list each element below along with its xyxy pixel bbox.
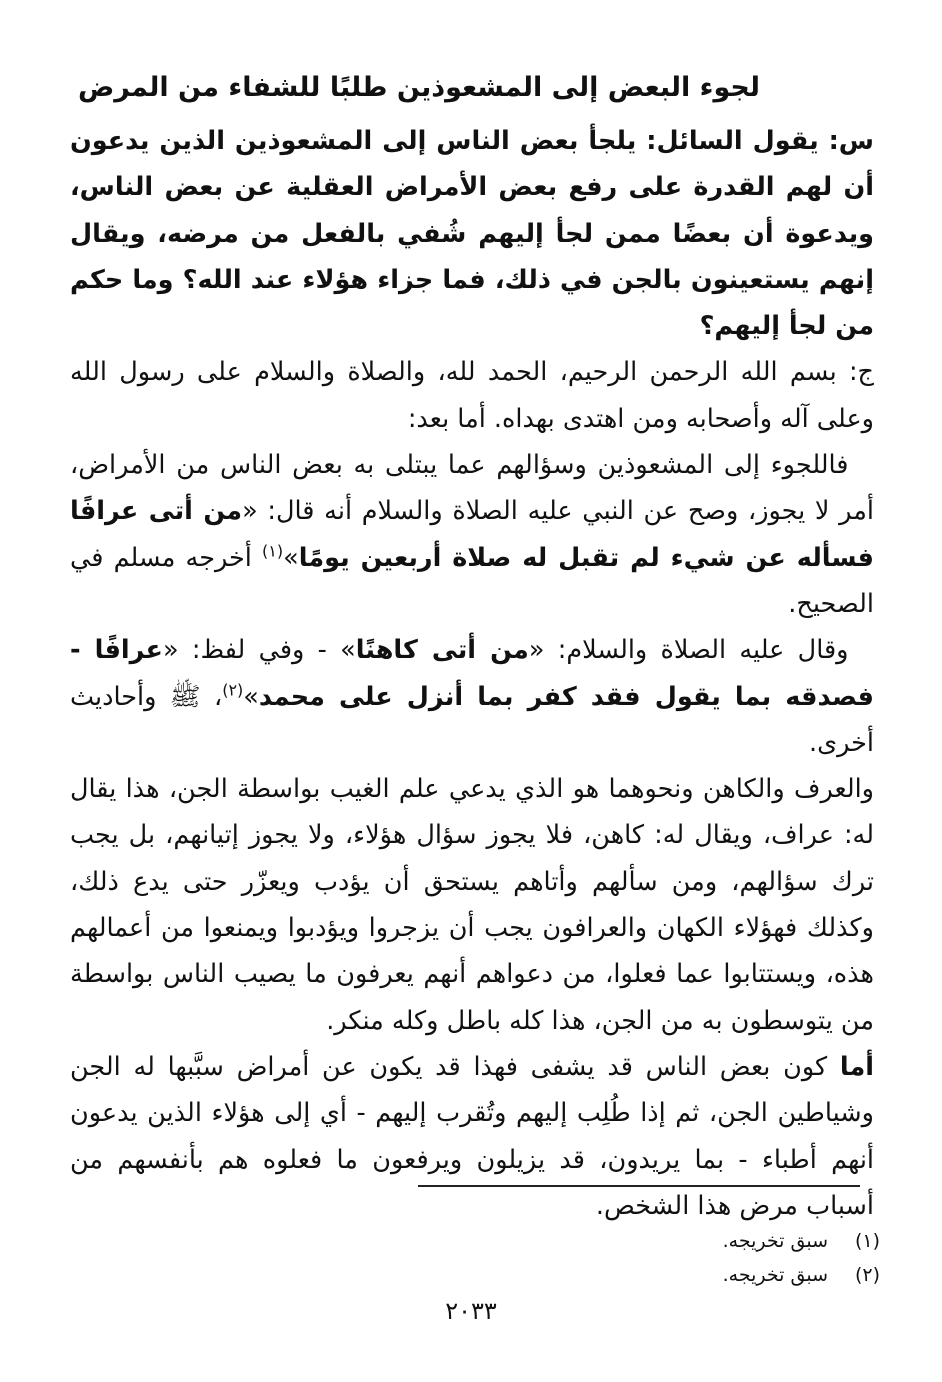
footnote-ref-2: (٢) — [222, 680, 244, 700]
footnote-text: سبق تخريجه. — [722, 1264, 828, 1286]
p3-hadith-1: من أتى كاهنًا — [355, 635, 529, 666]
footnote-number: (١) — [854, 1230, 880, 1252]
p3-mid: » - وفي لفظ: « — [162, 635, 356, 666]
p3-before: وقال عليه الصلاة والسلام: « — [528, 635, 849, 666]
question-paragraph: س: يقول السائل: يلجأ بعض الناس إلى المشعوذين الذين يدعون أن لهم القدرة على رفع بعض الأمراض العقلية عن بعض الناس، ويدعوة أن بعضًا ممن لجأ إليهم شُفي بالفعل من مرضه، ويقال إنهم يستعينون بالجن في ذلك، فما جزاء هؤلاء عند الله؟ وما حكم من لجأ إليهم؟ — [70, 126, 874, 342]
footnotes — [500, 1224, 880, 1292]
ruling-paragraph: والعرف والكاهن ونحوهما هو الذي يدعي علم الغيب بواسطة الجن، هذا يقال له: عراف، ويقال له: كاهن، فلا يجوز سؤال هؤلاء، ولا يجوز إتيانهم، بل يجب ترك سؤالهم، ومن سألهم وأتاهم يستحق أن يؤدب ويعزّر حتى يدع ذلك، وكذلك فهؤلاء الكهان والعرافون يجب أن يزجروا ويؤدبوا ويمنعوا من أعمالهم هذه، ويستتابوا عما فعلوا، من دعواهم أنهم يعرفون ما يصيب الناس بواسطة من يتوسطون به من الجن، هذا كله باطل وكله منكر. — [70, 774, 874, 1036]
p2-hadith: من أتى عرافًا فسأله عن شيء لم تقبل له صلاة أربعين يومًا — [70, 496, 875, 573]
p5-lead: أما — [839, 1051, 874, 1082]
footnote-ref-1: (١) — [262, 541, 284, 561]
page-title: لجوء البعض إلى المشعوذين طلبًا للشفاء من المرض — [77, 72, 760, 103]
answer-intro-paragraph: ج: بسم الله الرحمن الرحيم، الحمد لله، والصلاة والسلام على رسول الله وعلى آله وأصحابه ومن اهتدى بهداه. أما بعد: — [70, 357, 874, 434]
p5-rest: كون بعض الناس قد يشفى فهذا قد يكون عن أمراض سبَّبها له الجن وشياطين الجن، ثم إذا طُلِب إليهم وتُقرب إليهم - أي إلى هؤلاء الذين يدعون أنهم أطباء - بما يريدون، قد يزيلون ويرفعون ما فعلوه هم بأنفسهم من أسباب مرض هذا الشخص. — [70, 1051, 874, 1221]
page-number: ٢٠٣٣ — [445, 1297, 497, 1325]
hadith-paragraph-2 — [70, 627, 874, 766]
cure-paragraph — [70, 1044, 874, 1229]
p3-hadith-2: عرافًا - فصدقه بما يقول فقد كفر بما أنزل على محمد — [70, 635, 875, 712]
footnote-number: (٢) — [854, 1264, 880, 1286]
p2-after: أخرجه مسلم في الصحيح. — [70, 542, 874, 619]
body-text — [70, 118, 874, 1229]
p3-after: ، ﷺ وأحاديث أخرى. — [70, 681, 874, 758]
p3-close: » — [243, 681, 259, 712]
p2-before: فاللجوء إلى المشعوذين وسؤالهم عما يبتلى به بعض الناس من الأمراض، أمر لا يجوز، وصح عن النبي عليه الصلاة والسلام أنه قال: « — [70, 450, 874, 527]
hadith-paragraph-1 — [70, 442, 874, 627]
footnote-item — [500, 1258, 880, 1292]
footnote-divider — [418, 1185, 860, 1187]
p2-close: » — [283, 542, 299, 573]
footnote-text: سبق تخريجه. — [722, 1230, 828, 1252]
footnote-item — [500, 1224, 880, 1258]
